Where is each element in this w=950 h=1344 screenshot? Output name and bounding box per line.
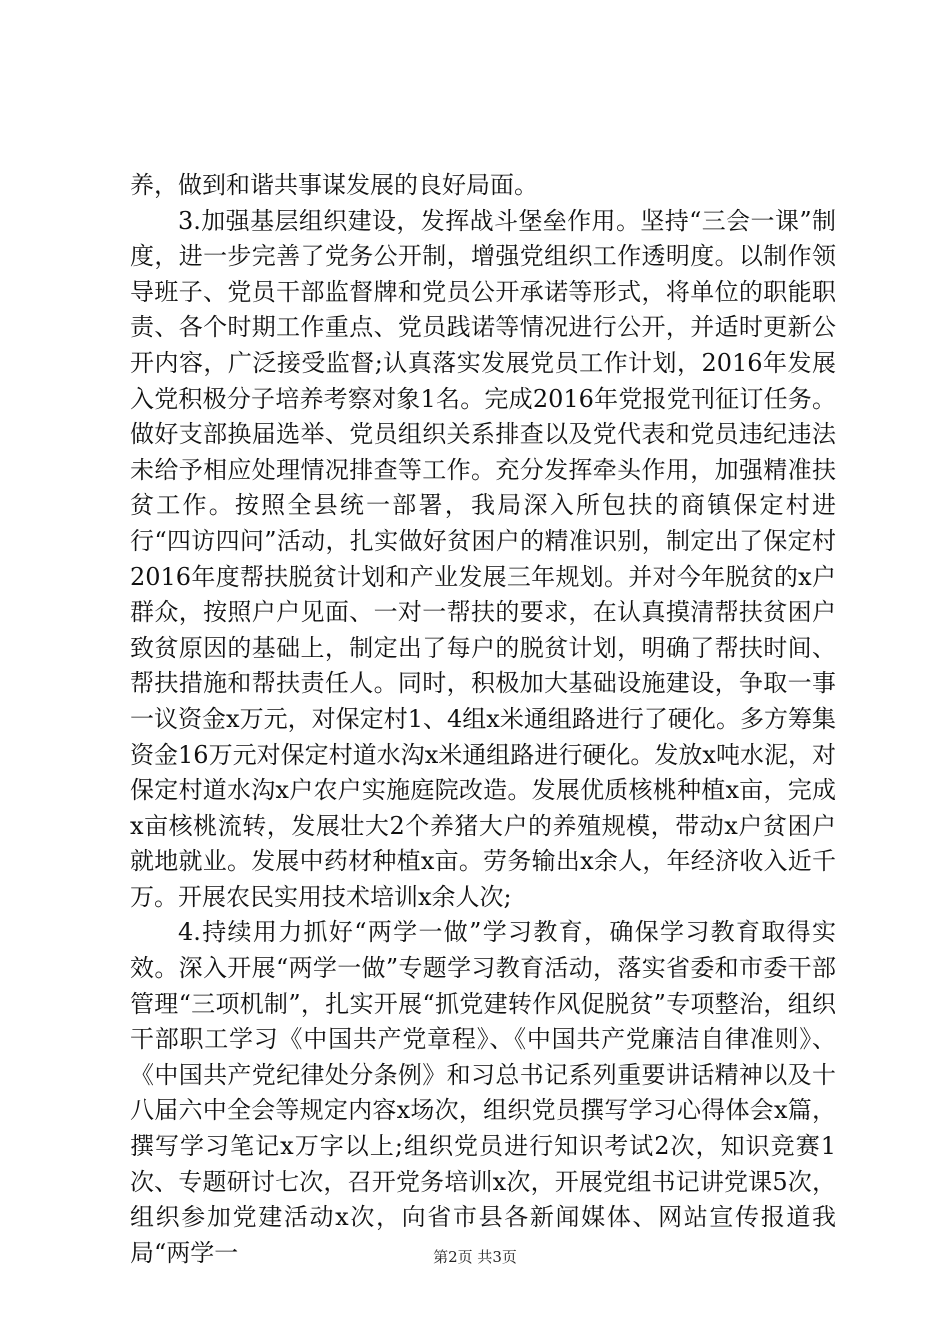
paragraph-item-4: 4.持续用力抓好“两学一做”学习教育，确保学习教育取得实效。深入开展“两学一做”专题学习教育活动，落实省委和市委干部管理“三项机制”，扎实开展“抓党建转作风促脱贫”专项整治，组织干部职工学习《中国共产党章程》、《中国共产党廉洁自律准则》、《中国共产党纪律处分条例》和习总书记系列重要讲话精神以及十八届六中全会等规定内容x场次，组织党员撰写学习心得体会x篇，撰写学习笔记x万字以上;组织党员进行知识考试2次，知识竞赛1次、专题研讨七次，召开党务培训x次，开展党组书记讲党课5次，组织参加党建活动x次，向省市县各新闻媒体、网站宣传报道我局“两学一 [130,918,836,1267]
page-number-footer: 第2页 共3页 [433,1248,517,1266]
document-body [130,168,836,1271]
paragraph-continuation: 养，做到和谐共事谋发展的良好局面。 [130,171,538,199]
paragraph-item-3: 3.加强基层组织建设，发挥战斗堡垒作用。坚持“三会一课”制度，进一步完善了党务公开制，增强党组织工作透明度。以制作领导班子、党员干部监督牌和党员公开承诺等形式，将单位的职能职责、各个时期工作重点、党员践诺等情况进行公开，并适时更新公开内容，广泛接受监督;认真落实发展党员工作计划，2016年发展入党积极分子培养考察对象1名。完成2016年党报党刊征订任务。做好支部换届选举、党员组织关系排查以及党代表和党员违纪违法未给予相应处理情况排查等工作。充分发挥牵头作用，加强精准扶贫工作。按照全县统一部署，我局深入所包扶的商镇保定村进行“四访四问”活动，扎实做好贫困户的精准识别，制定出了保定村2016年度帮扶脱贫计划和产业发展三年规划。并对今年脱贫的x户群众，按照户户见面、一对一帮扶的要求，在认真摸清帮扶贫困户致贫原因的基础上，制定出了每户的脱贫计划，明确了帮扶时间、帮扶措施和帮扶责任人。同时，积极加大基础设施建设，争取一事一议资金x万元，对保定村1、4组x米通组路进行了硬化。多方筹集资金16万元对保定村道水沟x米通组路进行硬化。发放x吨水泥，对保定村道水沟x户农户实施庭院改造。发展优质核桃种植x亩，完成x亩核桃流转，发展壮大2个养猪大户的养殖规模，带动x户贫困户就地就业。发展中药材种植x亩。劳务输出x余人，年经济收入近千万。开展农民实用技术培训x余人次; [130,206,836,911]
